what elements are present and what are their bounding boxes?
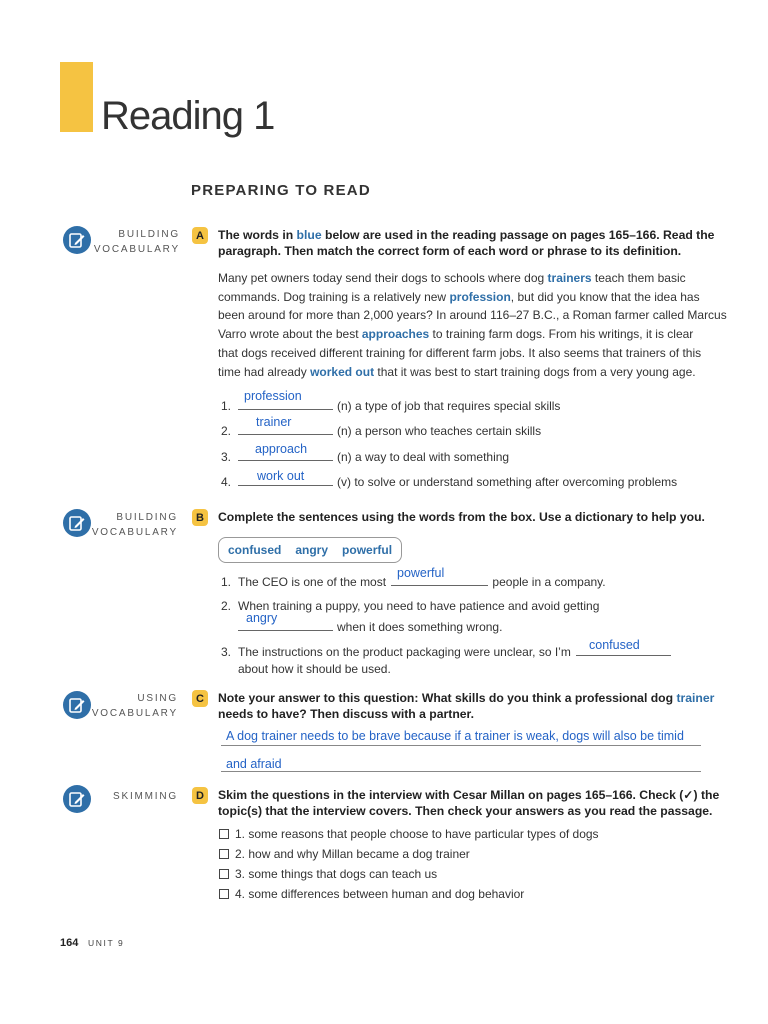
section-d-instructions: Skim the questions in the interview with Cesar Millan on pages 165–166. Check (✓) the topic(s) that the interview covers. Then check your answers as you read the passage. — [218, 788, 720, 818]
word-box-item: powerful — [342, 543, 393, 557]
pencil-notepad-icon — [63, 226, 91, 254]
definition-item: 1. (n) a type of job that requires special skills — [221, 396, 560, 412]
sentence-item: 2. When training a puppy, you need to have patience and avoid getting — [221, 599, 600, 613]
sentence-item: 3. The instructions on the product packaging were unclear, so I’m — [221, 642, 675, 658]
answer-text: angry — [246, 611, 278, 625]
answer-text: powerful — [397, 566, 445, 580]
pencil-notepad-icon — [63, 785, 91, 813]
page-number: 164 — [60, 937, 79, 949]
answer-line[interactable] — [221, 745, 701, 746]
definition-item: 2. (n) a person who teaches certain skills — [221, 421, 541, 437]
section-a-instructions: The words in blue below are used in the reading passage on pages 165–166. Read the paragraph. Then match the correct form of each word or phrase to its definition. — [218, 228, 715, 258]
checkbox-item[interactable]: 3. some things that dogs can teach us — [219, 866, 437, 882]
section-b-label: BUILDING VOCABULARY — [91, 512, 178, 538]
section-b-badge: B — [192, 509, 208, 526]
sentence-item-line2: when it does something wrong. — [238, 617, 502, 633]
answer-text: profession — [244, 389, 302, 403]
section-b-instructions: Complete the sentences using the words from the box. Use a dictionary to help you. — [218, 510, 705, 524]
definition-item: 4. (v) to solve or understand something after overcoming problems — [221, 472, 677, 488]
section-a-badge: A — [192, 227, 208, 244]
checkbox-item[interactable]: 4. some differences between human and dog behavior — [219, 886, 524, 902]
page-title: Reading 1 — [101, 94, 275, 138]
section-c-label: USING VOCABULARY — [91, 693, 178, 719]
answer-text: and afraid — [226, 757, 282, 771]
answer-text: trainer — [256, 415, 292, 429]
answer-text: A dog trainer needs to be brave because if a trainer is weak, dogs will also be timid — [226, 729, 684, 743]
checkbox[interactable] — [219, 869, 229, 879]
sentence-item-line2: about how it should be used. — [238, 662, 391, 676]
word-box — [218, 537, 402, 563]
pencil-notepad-icon — [63, 691, 91, 719]
definition-item: 3. (n) a way to deal with something — [221, 447, 509, 463]
checkbox-item[interactable]: 1. some reasons that people choose to have particular types of dogs — [219, 826, 599, 842]
answer-text: approach — [255, 442, 308, 456]
section-c-instructions: Note your answer to this question: What skills do you think a professional dog trainer needs to have? Then discuss with a partner. — [218, 691, 715, 721]
checkbox[interactable] — [219, 849, 229, 859]
section-c-badge: C — [192, 690, 208, 707]
pencil-notepad-icon — [63, 509, 91, 537]
answer-text: confused — [589, 638, 640, 652]
section-a-label: BUILDING VOCABULARY — [93, 229, 180, 255]
title-accent-bar — [60, 62, 93, 132]
checkbox[interactable] — [219, 829, 229, 839]
checkbox-item[interactable]: 2. how and why Millan became a dog trainer — [219, 846, 470, 862]
reading-paragraph: Many pet owners today send their dogs to schools where dog trainers teach them basic commands. Dog training is a relatively new profession, but did you know that the idea has been around for more than 2,000 years? In around 116–27 B.C., a Roman farmer called Marcus Varro wrote about the best approaches to training farm dogs. From his writings, it is clear that dogs received different training for different farm jobs. It also seems that trainers of this time had already worked out that it was best to start training dogs from a very young age. — [218, 271, 727, 379]
answer-line[interactable] — [221, 771, 701, 772]
word-box-item: confused — [228, 543, 282, 557]
section-d-label: SKIMMING — [113, 791, 178, 802]
answer-text: work out — [257, 469, 305, 483]
checkbox[interactable] — [219, 889, 229, 899]
unit-label: UNIT 9 — [88, 938, 125, 948]
section-d-badge: D — [192, 787, 208, 804]
sentence-item: 1. The CEO is one of the most people in a company. — [221, 572, 606, 588]
word-box-item: angry — [295, 543, 329, 557]
section-heading: PREPARING TO READ — [191, 182, 371, 199]
